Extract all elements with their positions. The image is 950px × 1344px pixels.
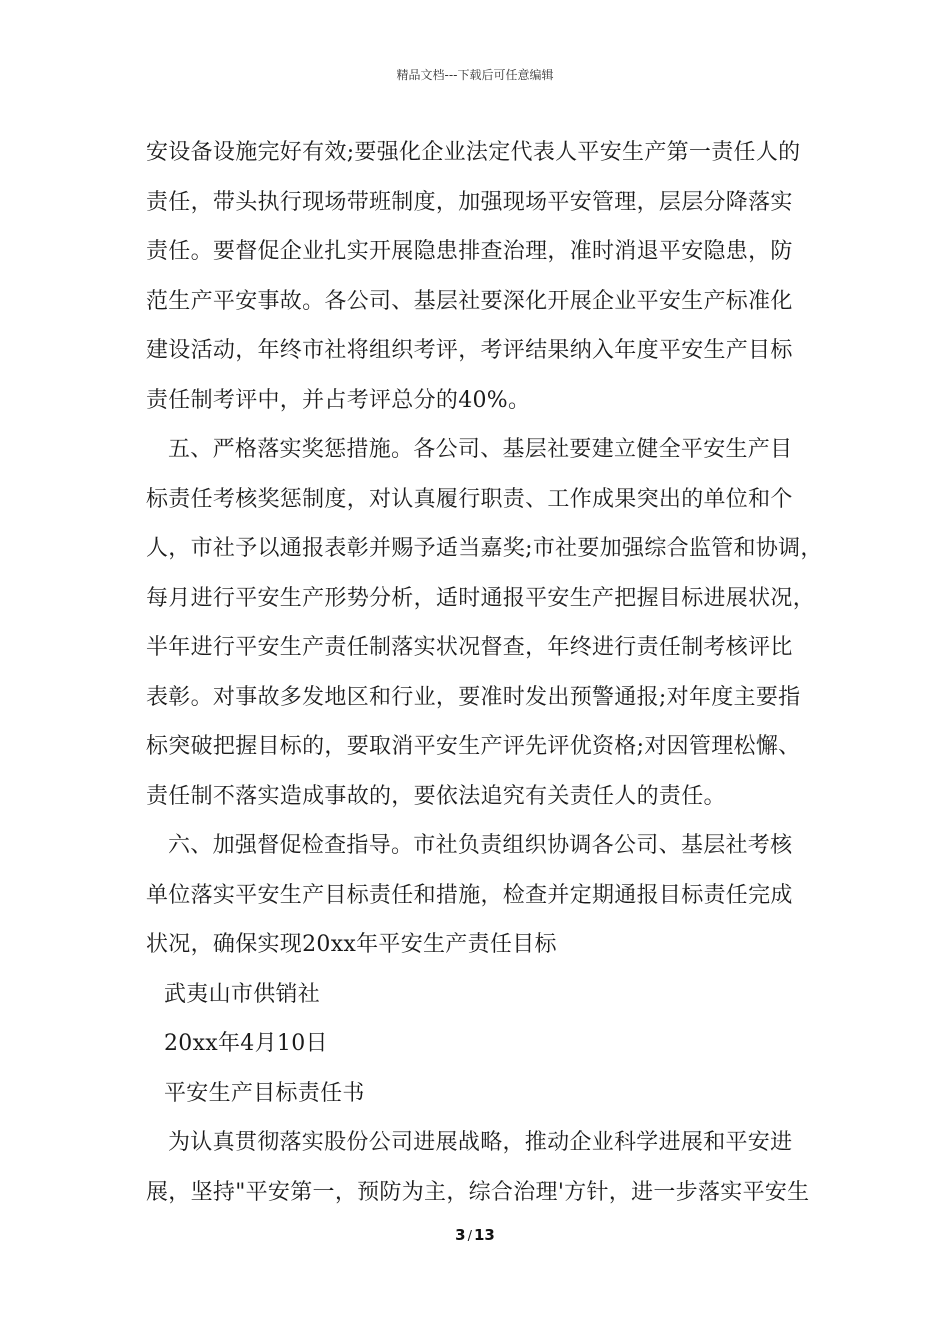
signature-organization: 武夷山市供销社 [164, 981, 321, 1007]
text-line: 范生产平安事故。各公司、基层社要深化开展企业平安生产标准化 [146, 288, 793, 314]
current-page: 3 [455, 1226, 466, 1244]
section-five-heading-line: 五、严格落实奖惩措施。各公司、基层社要建立健全平安生产目 [168, 437, 793, 462]
signature-date: 20xx年4月10日 [164, 1031, 328, 1056]
text-line: 每月进行平安生产形势分析，适时通报平安生产把握目标进展状况， [146, 585, 816, 611]
document-title: 平安生产目标责任书 [164, 1080, 365, 1106]
total-pages: 13 [473, 1226, 495, 1244]
text-line: 标责任考核奖惩制度，对认真履行职责、工作成果突出的单位和个 [146, 486, 793, 512]
section-six-heading-line: 六、加强督促检查指导。市社负责组织协调各公司、基层社考核 [168, 833, 793, 858]
text-line: 展，坚持"平安第一，预防为主，综合治理'方针，进一步落实平安生 [146, 1179, 810, 1205]
text-line: 责任，带头执行现场带班制度，加强现场平安管理，层层分降落实 [146, 189, 793, 215]
text-line: 半年进行平安生产责任制落实状况督查，年终进行责任制考核评比 [146, 635, 793, 660]
text-line: 安设备设施完好有效;要强化企业法定代表人平安生产第一责任人的 [146, 140, 801, 165]
text-line: 表彰。对事故多发地区和行业，要准时发出预警通报;对年度主要指 [146, 684, 801, 710]
text-line: 单位落实平安生产目标责任和措施，检查并定期通报目标责任完成 [146, 882, 793, 908]
text-line: 建设活动，年终市社将组织考评，考评结果纳入年度平安生产目标 [146, 338, 793, 363]
text-line: 状况，确保实现20xx年平安生产责任目标 [146, 932, 557, 957]
page-number [0, 1226, 950, 1244]
text-line: 责任。要督促企业扎实开展隐患排查治理，准时消退平安隐患，防 [146, 239, 793, 264]
document-body [146, 128, 826, 1217]
text-line: 人，市社予以通报表彰并赐予适当嘉奖;市社要加强综合监管和协调， [146, 536, 823, 561]
page-separator: / [467, 1229, 472, 1244]
text-line: 标突破把握目标的，要取消平安生产评先评优资格;对因管理松懈、 [146, 734, 801, 759]
text-line: 责任制不落实造成事故的，要依法追究有关责任人的责任。 [146, 783, 726, 809]
text-line: 责任制考评中，并占考评总分的40%。 [146, 387, 531, 413]
page-header: 精品文档---下载后可任意编辑 [396, 68, 554, 82]
text-line: 为认真贯彻落实股份公司进展战略，推动企业科学进展和平安进 [168, 1130, 793, 1155]
